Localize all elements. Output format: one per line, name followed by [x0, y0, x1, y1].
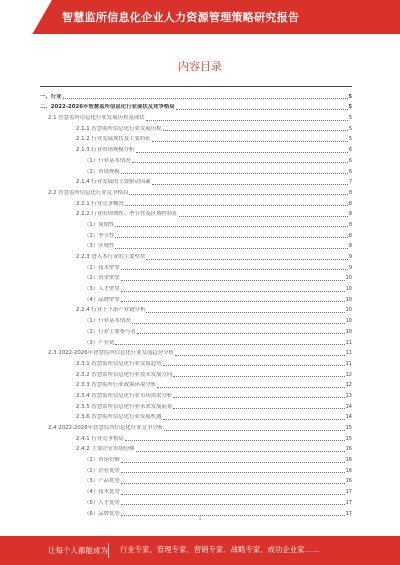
header-banner	[0, 0, 400, 34]
toc-leader-dots	[121, 483, 345, 484]
toc-leader-dots	[136, 451, 345, 452]
toc-leader-dots	[125, 440, 345, 441]
toc-entry-page: 10	[345, 307, 352, 314]
toc-entry[interactable]	[40, 325, 352, 336]
toc-entry-label: （3）产品优势	[84, 478, 120, 485]
toc-entry[interactable]	[40, 379, 352, 390]
toc-leader-dots	[152, 141, 348, 142]
footer-separator	[108, 543, 109, 558]
toc-entry[interactable]	[40, 154, 352, 165]
footer-roles-text: 行业专家、管理专家、营销专家、战略专家、成功企业家……	[120, 545, 320, 554]
toc-entry[interactable]	[40, 111, 352, 122]
toc-entry-page: 13	[345, 392, 352, 399]
toc-entry[interactable]	[40, 240, 352, 251]
footer-lead-text: 让每个人都能成为	[48, 546, 108, 555]
toc-entry-page: 15	[345, 425, 352, 431]
toc-leader-dots	[179, 216, 348, 217]
toc-entry[interactable]	[40, 186, 352, 197]
toc-entry-label: 2.2.3 进入本行业的主要壁垒	[76, 254, 146, 260]
toc-entry-page: 8	[348, 221, 352, 228]
toc-leader-dots	[132, 323, 345, 324]
toc-entry[interactable]	[40, 90, 352, 101]
toc-entry-page: 8	[348, 189, 352, 196]
toc-entry[interactable]	[40, 347, 352, 358]
toc-entry[interactable]	[40, 368, 352, 379]
toc-entry[interactable]	[40, 261, 352, 272]
toc-entry-label: 2.3 2022-2026年智慧监所信息化行业发展趋势分析	[48, 350, 174, 357]
toc-entry[interactable]	[40, 250, 352, 261]
toc-leader-dots	[163, 130, 348, 131]
toc-entry-label: （5）人才优势	[84, 499, 120, 506]
toc-entry-label: （3）人才壁垒	[84, 286, 120, 293]
toc-entry-page: 11	[345, 360, 352, 367]
toc-entry[interactable]	[40, 453, 352, 464]
report-title: 智慧监所信息化企业人力资源管理策略研究报告	[62, 11, 300, 24]
toc-entry-page: 6	[348, 147, 352, 154]
toc-entry[interactable]	[40, 282, 352, 293]
toc-entry-label: 2.2.1 行业竞争概况	[76, 200, 124, 207]
toc-entry-page: 16	[345, 457, 352, 464]
toc-entry[interactable]	[40, 485, 352, 496]
toc-entry-page: 14	[345, 403, 352, 410]
toc-entry-label: （1）市场份额	[84, 457, 120, 464]
toc-entry-page: 5	[348, 115, 352, 122]
toc-leader-dots	[121, 269, 348, 270]
toc-entry-label: （2）企业优势	[84, 467, 120, 474]
toc-entry[interactable]	[40, 464, 352, 475]
toc-entry-page: 16	[345, 478, 352, 485]
toc-entry-page: 6	[348, 157, 352, 164]
toc-leader-dots	[163, 419, 345, 420]
toc-leader-dots	[146, 259, 347, 260]
toc-leader-dots	[132, 162, 348, 163]
toc-entry-label: 2.4.2 主要企业市场份额	[76, 446, 135, 453]
toc-entry[interactable]	[40, 389, 352, 400]
toc-entry-page: 12	[345, 382, 352, 389]
toc-entry[interactable]	[40, 208, 352, 219]
toc-entry-page: 5	[348, 136, 352, 143]
toc-entry-label: 二、2022-2026年智慧监所信息化行业现状及竞争格局	[40, 104, 175, 111]
toc-entry[interactable]	[40, 443, 352, 454]
footer-banner	[0, 536, 400, 565]
toc-entry-label: （3）产业链	[84, 339, 115, 346]
toc-entry-page: 10	[345, 275, 352, 282]
toc-leader-dots	[121, 291, 345, 292]
toc-entry-label: （2）资金壁垒	[84, 275, 120, 282]
toc-leader-dots	[176, 109, 348, 110]
toc-entry[interactable]	[40, 421, 352, 432]
toc-leader-dots	[146, 120, 348, 121]
toc-entry[interactable]	[40, 411, 352, 422]
header-banner-notch	[0, 0, 52, 34]
toc-entry-page: 9	[348, 264, 352, 271]
toc-entry-label: （6）品牌优势	[84, 510, 120, 517]
toc-leader-dots	[173, 397, 344, 398]
toc-entry-label: 2.1.3 行业市场规模分析	[76, 147, 135, 154]
toc-entry-page: 10	[345, 286, 352, 293]
toc-entry-page: 11	[345, 339, 352, 346]
toc-entry-label: （4）品牌壁垒	[84, 296, 120, 303]
page-number: 1	[198, 516, 202, 522]
toc-entry-label: 2.1.1 智慧监所信息化行业发展历程	[76, 125, 162, 132]
toc-entry-page: 8	[348, 243, 352, 250]
toc-leader-dots	[163, 365, 345, 366]
toc-entry[interactable]	[40, 400, 352, 411]
toc-entry-label: （2）市场规模	[84, 168, 120, 175]
table-of-contents	[40, 90, 352, 518]
toc-entry-label: （1）行业基本情况	[84, 318, 131, 325]
toc-leader-dots	[137, 333, 345, 334]
toc-entry[interactable]	[40, 218, 352, 229]
toc-entry-page: 16	[345, 446, 352, 453]
toc-entry-label: 2.3.4 智慧监所信息化行业市场需求分析	[76, 392, 173, 399]
toc-entry-label: 2.2.2 行业的周期性、季节性及区域性特征	[76, 211, 178, 218]
toc-entry-page: 8	[348, 200, 352, 207]
toc-entry[interactable]	[40, 122, 352, 133]
toc-entry-page: 9	[348, 254, 352, 260]
toc-entry-label: （4）技术优势	[84, 489, 120, 496]
toc-leader-dots	[164, 430, 344, 431]
toc-divider	[40, 86, 352, 87]
toc-entry[interactable]	[40, 143, 352, 154]
toc-entry-label: 2.1.2 行业发展现状及主要特征	[76, 136, 151, 143]
toc-entry-page: 8	[348, 232, 352, 239]
toc-leader-dots	[115, 237, 347, 238]
toc-entry-label: 2.1.4 行业发展的主要驱动因素	[76, 179, 151, 186]
toc-entry[interactable]	[40, 133, 352, 144]
toc-entry-page: 8	[348, 211, 352, 218]
toc-entry-page: 5	[348, 93, 352, 100]
toc-entry-label: 2.2 智慧监所信息化行业竞争格局	[48, 189, 129, 196]
toc-leader-dots	[129, 194, 347, 195]
toc-entry[interactable]	[40, 432, 352, 443]
toc-entry-label: （1）周期性	[84, 221, 115, 228]
toc-entry[interactable]	[40, 293, 352, 304]
toc-leader-dots	[175, 355, 345, 356]
toc-entry-page: 11	[345, 350, 352, 357]
toc-entry-page: 17	[345, 489, 352, 496]
toc-entry-label: （1）技术壁垒	[84, 264, 120, 271]
toc-entry[interactable]	[40, 101, 352, 112]
toc-entry-page: 5	[348, 125, 352, 132]
toc-leader-dots	[63, 98, 348, 99]
toc-leader-dots	[125, 205, 348, 206]
toc-entry-page: 10	[345, 296, 352, 303]
toc-entry[interactable]	[40, 176, 352, 187]
toc-entry-label: 2.4 2022-2026年智慧监所信息化行业竞争分析	[48, 425, 164, 431]
toc-entry-label: （2）季节性	[84, 232, 115, 239]
toc-entry-page: 5	[348, 104, 352, 111]
toc-entry[interactable]	[40, 336, 352, 347]
toc-leader-dots	[173, 376, 344, 377]
toc-entry-label: 2.3.1 智慧监所信息化行业发展趋势	[76, 360, 162, 367]
toc-leader-dots	[115, 248, 347, 249]
toc-entry-label: 2.3.3 智慧监所行业政策环境分析	[76, 382, 157, 389]
toc-entry-label: （2）行业主要参与者	[84, 328, 136, 335]
toc-entry-label: 2.2.4 行业上下游产业链分析	[76, 307, 146, 314]
toc-entry[interactable]	[40, 229, 352, 240]
toc-entry-page: 17	[345, 499, 352, 506]
toc-leader-dots	[121, 173, 348, 174]
toc-leader-dots	[115, 344, 344, 345]
toc-leader-dots	[121, 462, 345, 463]
toc-entry[interactable]	[40, 314, 352, 325]
toc-leader-dots	[136, 152, 348, 153]
toc-entry-page: 14	[345, 414, 352, 421]
toc-leader-dots	[152, 184, 348, 185]
toc-entry[interactable]	[40, 165, 352, 176]
toc-leader-dots	[121, 504, 345, 505]
toc-entry-page: 12	[345, 371, 352, 378]
toc-entry[interactable]	[40, 272, 352, 283]
toc-entry-label: 2.1 智慧监所信息化行业发展历程及现状	[48, 115, 145, 122]
toc-entry-label: 2.4.1 行业竞争格局	[76, 435, 124, 442]
toc-entry-label: 2.3.6 智慧监所信息化行业发展机遇	[76, 414, 162, 421]
toc-entry[interactable]	[40, 496, 352, 507]
toc-entry[interactable]	[40, 357, 352, 368]
toc-entry-label: （1）行业基本情况	[84, 157, 131, 164]
toc-entry[interactable]	[40, 197, 352, 208]
toc-leader-dots	[121, 472, 345, 473]
toc-entry-page: 16	[345, 467, 352, 474]
toc-entry-page: 10	[345, 328, 352, 335]
toc-entry-page: 10	[345, 318, 352, 325]
toc-entry[interactable]	[40, 475, 352, 486]
toc-entry-page: 15	[345, 435, 352, 442]
toc-entry-page: 6	[348, 168, 352, 175]
toc-leader-dots	[173, 408, 344, 409]
toc-entry-label: 2.3.5 智慧监所信息化行业未来发展前景	[76, 403, 173, 410]
toc-entry[interactable]	[40, 304, 352, 315]
toc-entry-label: 一、行业	[40, 93, 62, 100]
toc-entry-page: 17	[345, 510, 352, 517]
toc-title: 内容目录	[178, 60, 222, 73]
toc-leader-dots	[157, 387, 345, 388]
toc-entry-label: 2.3.2 智慧监所信息化行业技术发展方向	[76, 371, 173, 378]
toc-leader-dots	[121, 301, 345, 302]
toc-leader-dots	[121, 494, 345, 495]
toc-leader-dots	[121, 280, 345, 281]
toc-leader-dots	[115, 226, 347, 227]
toc-entry-label: （3）区域性	[84, 243, 115, 250]
toc-leader-dots	[146, 312, 344, 313]
toc-entry-page: 7	[348, 179, 352, 186]
